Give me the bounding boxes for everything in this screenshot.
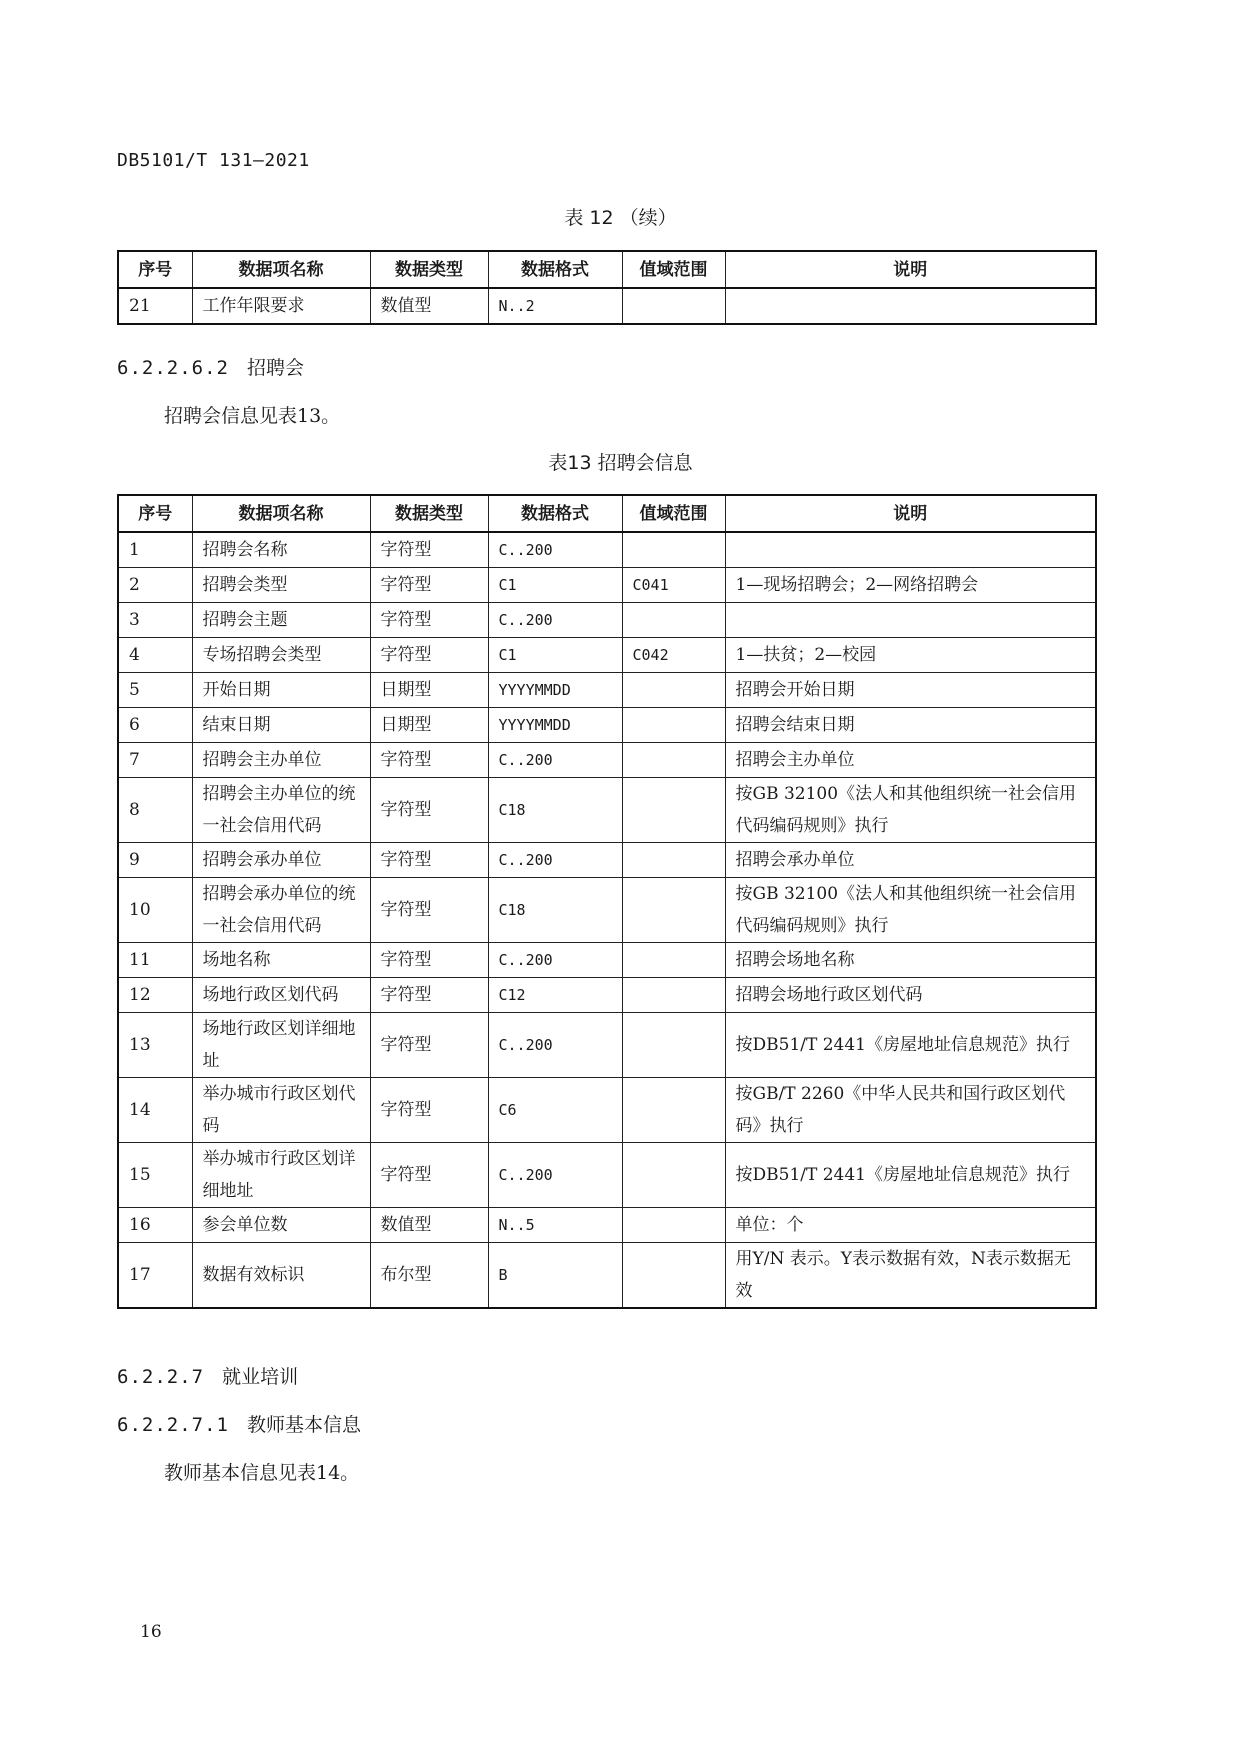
table-cell: 日期型 (370, 673, 488, 708)
table-cell: 招聘会类型 (192, 568, 370, 603)
table-cell (622, 1243, 725, 1309)
column-header: 数据项名称 (192, 251, 370, 288)
table-cell: 10 (118, 878, 192, 943)
table-cell (622, 1208, 725, 1243)
section-title: 招聘会 (246, 357, 304, 379)
table-cell: C..200 (488, 1143, 622, 1208)
table-cell (622, 708, 725, 743)
table-cell: 字符型 (370, 603, 488, 638)
table-cell: 布尔型 (370, 1243, 488, 1309)
table-cell (725, 603, 1096, 638)
table-cell: 招聘会结束日期 (725, 708, 1096, 743)
table-cell: 场地行政区划详细地址 (192, 1013, 370, 1078)
section-heading-6-2-2-7 (117, 1362, 298, 1389)
table-cell: 按GB 32100《法人和其他组织统一社会信用代码编码规则》执行 (725, 878, 1096, 943)
table-cell: 字符型 (370, 1078, 488, 1143)
column-header: 数据类型 (370, 251, 488, 288)
table-cell: 举办城市行政区划详细地址 (192, 1143, 370, 1208)
table-cell: 13 (118, 1013, 192, 1078)
column-header: 数据格式 (488, 495, 622, 532)
table-cell: 日期型 (370, 708, 488, 743)
table-cell: 用Y/N 表示。Y表示数据有效，N表示数据无效 (725, 1243, 1096, 1309)
table-cell: 字符型 (370, 1143, 488, 1208)
table-cell: YYYYMMDD (488, 673, 622, 708)
table-cell: C..200 (488, 843, 622, 878)
table13 (117, 494, 1097, 1309)
paragraph-table14-ref: 教师基本信息见表14。 (164, 1462, 360, 1484)
table-cell: C..200 (488, 603, 622, 638)
table-row (118, 568, 1096, 603)
table-cell: 参会单位数 (192, 1208, 370, 1243)
table-cell: 招聘会主办单位的统一社会信用代码 (192, 778, 370, 843)
table-cell: 按GB/T 2260《中华人民共和国行政区划代码》执行 (725, 1078, 1096, 1143)
table-row (118, 978, 1096, 1013)
table-cell: C1 (488, 638, 622, 673)
table-row (118, 843, 1096, 878)
table-cell (622, 532, 725, 568)
table-cell (622, 843, 725, 878)
table12 (117, 250, 1097, 325)
section-title: 教师基本信息 (246, 1414, 361, 1436)
table-cell: 2 (118, 568, 192, 603)
section-heading-6-2-2-7-1 (117, 1410, 361, 1437)
table-cell: 招聘会主题 (192, 603, 370, 638)
table-row (118, 1243, 1096, 1309)
table-cell: 字符型 (370, 943, 488, 978)
table-cell (725, 288, 1096, 324)
table-cell: YYYYMMDD (488, 708, 622, 743)
table-cell: 字符型 (370, 532, 488, 568)
table-cell: 1 (118, 532, 192, 568)
table-cell (622, 673, 725, 708)
table-cell: 15 (118, 1143, 192, 1208)
table-cell: 结束日期 (192, 708, 370, 743)
page-number: 16 (140, 1622, 162, 1642)
table-row (118, 708, 1096, 743)
table-cell (622, 1078, 725, 1143)
column-header: 数据格式 (488, 251, 622, 288)
table-cell: C..200 (488, 743, 622, 778)
table-cell: 字符型 (370, 568, 488, 603)
table-cell: 数值型 (370, 288, 488, 324)
table-cell: C18 (488, 778, 622, 843)
table12-header-row (118, 251, 1096, 288)
table-cell: C6 (488, 1078, 622, 1143)
table-cell: 招聘会承办单位 (725, 843, 1096, 878)
table-cell (622, 743, 725, 778)
table13-caption: 表13 招聘会信息 (548, 452, 693, 474)
section-heading-6-2-2-6-2 (117, 353, 304, 380)
table-cell: C..200 (488, 1013, 622, 1078)
column-header: 说明 (725, 495, 1096, 532)
table-row (118, 673, 1096, 708)
table-row (118, 943, 1096, 978)
table-row (118, 778, 1096, 843)
table-cell: 单位：个 (725, 1208, 1096, 1243)
section-number: 6.2.2.6.2 (117, 357, 229, 379)
table-cell: 9 (118, 843, 192, 878)
table-cell: 按DB51/T 2441《房屋地址信息规范》执行 (725, 1143, 1096, 1208)
table-row (118, 743, 1096, 778)
table-cell: C042 (622, 638, 725, 673)
table-row (118, 532, 1096, 568)
table-cell: 5 (118, 673, 192, 708)
table-cell: 21 (118, 288, 192, 324)
table-row (118, 288, 1096, 324)
table-cell: 按GB 32100《法人和其他组织统一社会信用代码编码规则》执行 (725, 778, 1096, 843)
column-header: 序号 (118, 495, 192, 532)
table-row (118, 1143, 1096, 1208)
section-title: 就业培训 (222, 1366, 299, 1388)
table-cell: N..2 (488, 288, 622, 324)
table-cell: 1—现场招聘会；2—网络招聘会 (725, 568, 1096, 603)
table-cell: 3 (118, 603, 192, 638)
table-cell: 专场招聘会类型 (192, 638, 370, 673)
table-cell: 11 (118, 943, 192, 978)
table12-caption: 表 12 （续） (564, 207, 677, 229)
table-cell: 16 (118, 1208, 192, 1243)
table-cell: 字符型 (370, 778, 488, 843)
table-row (118, 1078, 1096, 1143)
table-cell: 招聘会场地名称 (725, 943, 1096, 978)
document-code: DB5101/T 131—2021 (117, 150, 310, 171)
table-cell (622, 878, 725, 943)
table-cell: 字符型 (370, 638, 488, 673)
table-cell: 招聘会主办单位 (725, 743, 1096, 778)
table-cell: 14 (118, 1078, 192, 1143)
table-cell (622, 288, 725, 324)
table-row (118, 638, 1096, 673)
table-cell: C..200 (488, 943, 622, 978)
table-cell: 招聘会承办单位的统一社会信用代码 (192, 878, 370, 943)
section-number: 6.2.2.7.1 (117, 1414, 229, 1436)
table-cell: 开始日期 (192, 673, 370, 708)
table-cell: 字符型 (370, 978, 488, 1013)
column-header: 说明 (725, 251, 1096, 288)
table-cell: 工作年限要求 (192, 288, 370, 324)
table-cell: 7 (118, 743, 192, 778)
table-cell: B (488, 1243, 622, 1309)
table-cell: 字符型 (370, 743, 488, 778)
table-row (118, 878, 1096, 943)
table-cell: 8 (118, 778, 192, 843)
table-cell (622, 943, 725, 978)
table-cell: C041 (622, 568, 725, 603)
table-cell: 招聘会承办单位 (192, 843, 370, 878)
table-cell: 按DB51/T 2441《房屋地址信息规范》执行 (725, 1013, 1096, 1078)
table-cell: 招聘会主办单位 (192, 743, 370, 778)
table-cell: N..5 (488, 1208, 622, 1243)
table-cell: 场地名称 (192, 943, 370, 978)
table-cell: C..200 (488, 532, 622, 568)
table-row (118, 1208, 1096, 1243)
table-cell: 字符型 (370, 1013, 488, 1078)
table-cell: 6 (118, 708, 192, 743)
table-cell: 4 (118, 638, 192, 673)
table-cell: C18 (488, 878, 622, 943)
table-cell (622, 1143, 725, 1208)
table-cell: 12 (118, 978, 192, 1013)
table-cell: 招聘会开始日期 (725, 673, 1096, 708)
table-cell: 招聘会名称 (192, 532, 370, 568)
table-cell: C12 (488, 978, 622, 1013)
column-header: 数据项名称 (192, 495, 370, 532)
column-header: 值域范围 (622, 495, 725, 532)
table13-header-row (118, 495, 1096, 532)
table-cell: 17 (118, 1243, 192, 1309)
table-cell (622, 778, 725, 843)
table-cell: 字符型 (370, 843, 488, 878)
table-cell: 1—扶贫；2—校园 (725, 638, 1096, 673)
table-cell (622, 978, 725, 1013)
table-cell (622, 1013, 725, 1078)
table-cell: 场地行政区划代码 (192, 978, 370, 1013)
table-cell: 数据有效标识 (192, 1243, 370, 1309)
table-cell: C1 (488, 568, 622, 603)
table-cell: 字符型 (370, 878, 488, 943)
table-cell (622, 603, 725, 638)
table-cell: 举办城市行政区划代码 (192, 1078, 370, 1143)
section-number: 6.2.2.7 (117, 1366, 205, 1388)
column-header: 序号 (118, 251, 192, 288)
paragraph-table13-ref: 招聘会信息见表13。 (164, 405, 341, 427)
table-cell: 招聘会场地行政区划代码 (725, 978, 1096, 1013)
table-cell: 数值型 (370, 1208, 488, 1243)
table-cell (725, 532, 1096, 568)
column-header: 值域范围 (622, 251, 725, 288)
column-header: 数据类型 (370, 495, 488, 532)
table-row (118, 603, 1096, 638)
table-row (118, 1013, 1096, 1078)
